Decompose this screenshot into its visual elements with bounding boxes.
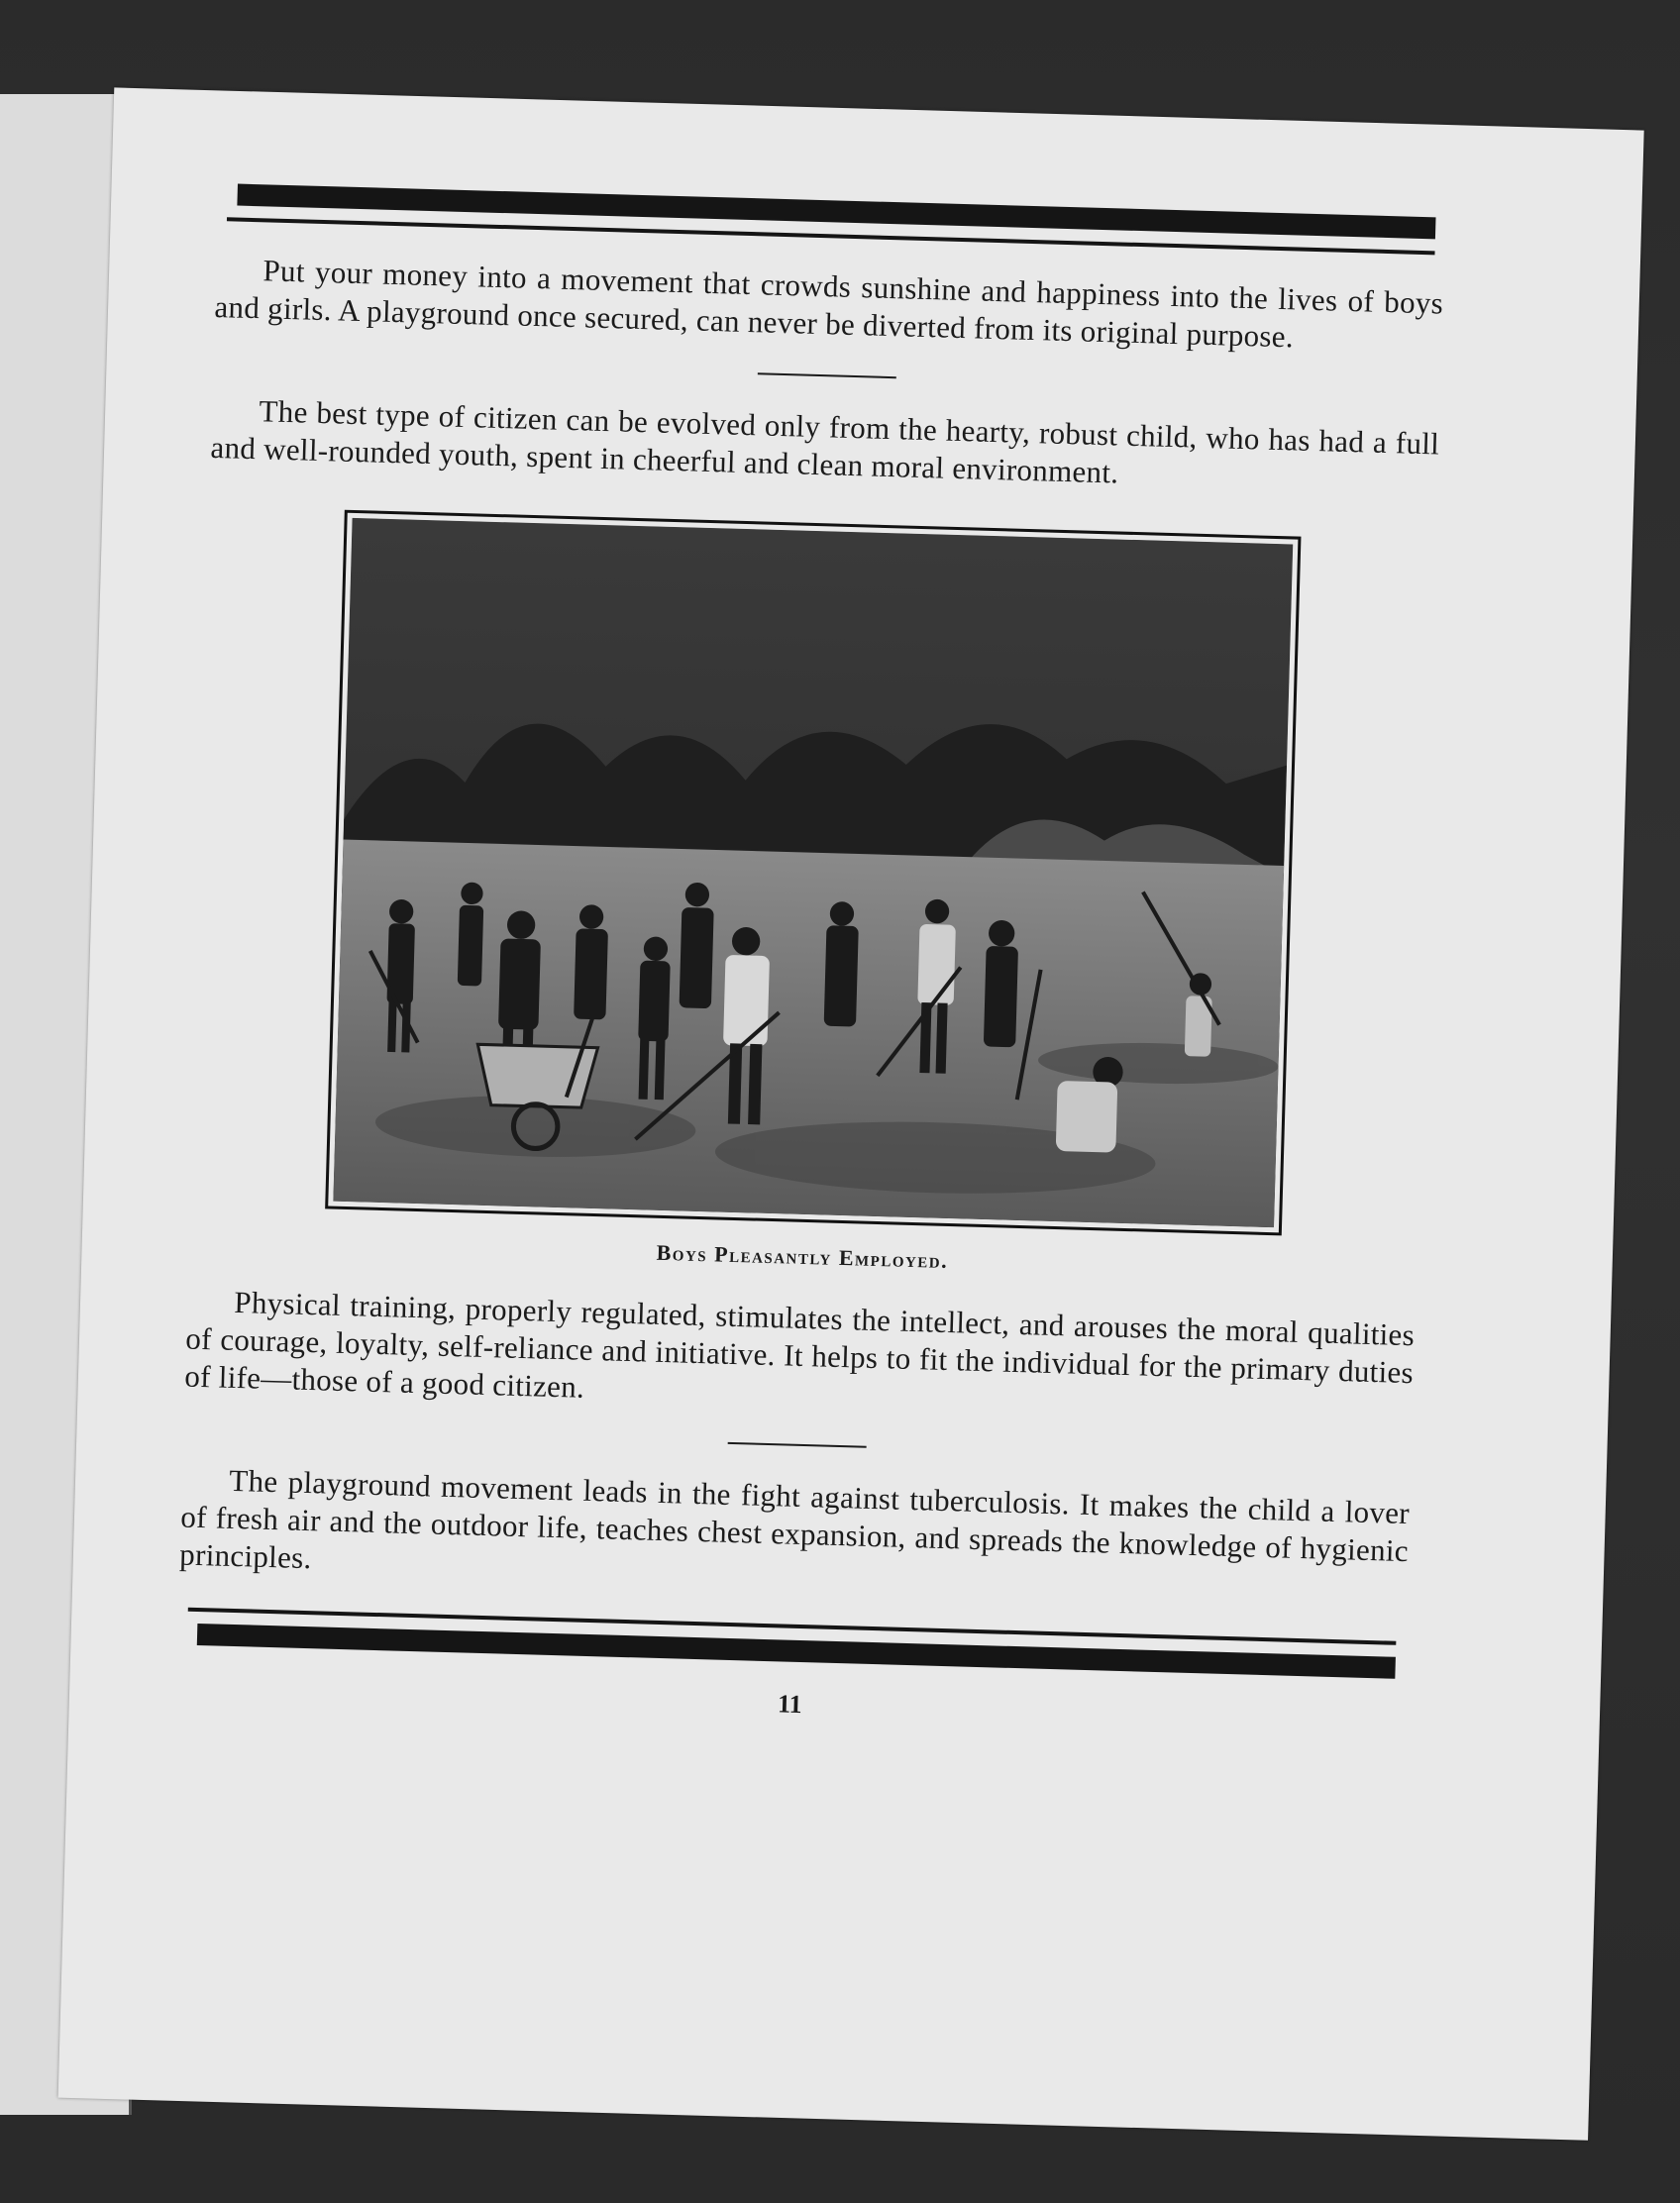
paragraph-physical-training: Physical training, properly regulated, stimulates the intellect, and arouses the moral qualities of courage, loyalty, self-reliance and initiative. It helps to fit the individual for the primary duties of life—those of a good citizen. xyxy=(183,1284,1416,1405)
section-divider xyxy=(728,1442,867,1448)
page-content xyxy=(175,183,1445,1736)
paragraph-tuberculosis: The playground movement leads in the fight against tuberculosis. It makes the child a lover of fresh air and the outdoor life, teaches chest expansion, and spreads the knowledge of hygienic principles. xyxy=(178,1462,1411,1576)
page-number: 11 xyxy=(777,1689,803,1720)
photo-illustration xyxy=(333,518,1293,1227)
paragraph-best-citizen: The best type of citizen can be evolved only from the hearty, robust child, who has had a full and well-rounded youth, spent in cheerful and clean moral environment. xyxy=(210,393,1440,490)
bottom-rules xyxy=(177,1607,1407,1679)
bottom-thick-rule xyxy=(197,1624,1396,1679)
photo-caption: Boys Pleasantly Employed. xyxy=(656,1239,949,1274)
paragraph-playground-investment: Put your money into a movement that crowds sunshine and happiness into the lives of boys and girls. A playground once secured, can never be diverted from its original purpose. xyxy=(214,253,1444,355)
photograph-boys-working-field xyxy=(333,518,1293,1227)
section-divider xyxy=(758,372,896,378)
photo-frame xyxy=(325,510,1301,1236)
